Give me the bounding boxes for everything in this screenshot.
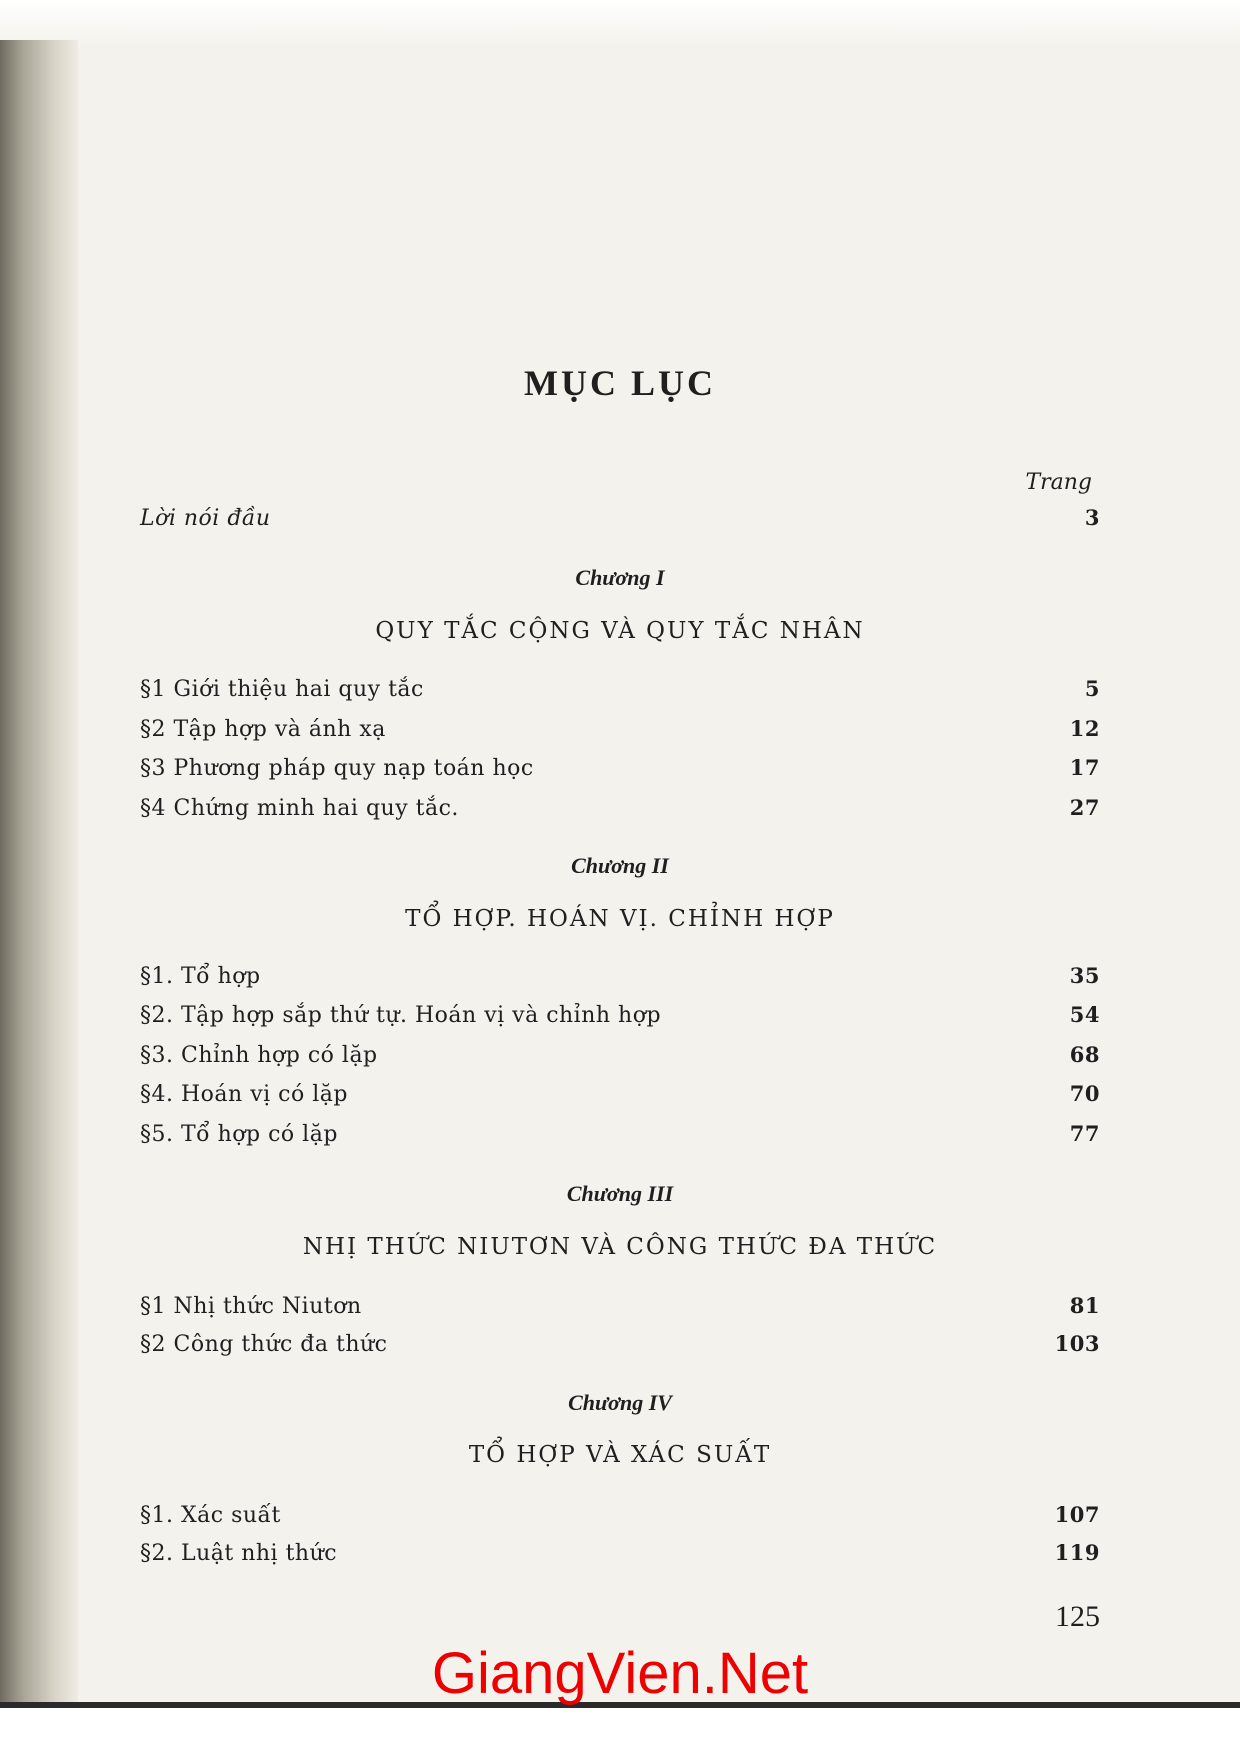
toc-entry-page: 81 [1069, 1293, 1100, 1318]
toc-entry-page: 12 [1069, 716, 1100, 741]
toc-entry-page: 119 [1054, 1540, 1100, 1565]
toc-entry-title: §3 Phương pháp quy nạp toán học [140, 756, 534, 781]
toc-entry[interactable] [140, 1502, 1100, 1536]
toc-entry-title: §3. Chỉnh hợp có lặp [140, 1043, 378, 1068]
toc-entry-page: 35 [1069, 963, 1100, 988]
toc-entry-page: 77 [1069, 1121, 1100, 1146]
chapter-4-title: TỔ HỢP VÀ XÁC SUẤT [468, 1442, 772, 1468]
toc-entry-page: 70 [1069, 1081, 1100, 1106]
chapter-3-title: NHỊ THỨC NIUTƠN VÀ CÔNG THỨC ĐA THỨC [302, 1234, 938, 1260]
page-number: 125 [1055, 1600, 1100, 1633]
toc-entry-title: §1 Nhị thức Niutơn [140, 1294, 362, 1319]
toc-entry-page: 54 [1069, 1002, 1100, 1027]
toc-entry-title: §1. Xác suất [140, 1503, 281, 1528]
chapter-3-label: Chương III [566, 1181, 674, 1206]
toc-entry[interactable] [140, 1121, 1100, 1155]
toc-entry-page: 5 [1084, 676, 1100, 701]
book-binding-edge [0, 40, 78, 1720]
toc-entry[interactable] [140, 795, 1100, 829]
toc-entry[interactable] [140, 1042, 1100, 1076]
page-column-label: Trang [1025, 470, 1092, 495]
toc-entry-title: §5. Tổ hợp có lặp [140, 1122, 338, 1147]
toc-entry-title: §1 Giới thiệu hai quy tắc [140, 677, 424, 702]
page-top-edge [0, 0, 1240, 48]
toc-entry-page: 68 [1069, 1042, 1100, 1067]
toc-entry-title: §2. Tập hợp sắp thứ tự. Hoán vị và chỉnh hợp [140, 1003, 662, 1028]
toc-entry-preface[interactable] [140, 505, 1100, 539]
toc-entry-title: §1. Tổ hợp [140, 964, 261, 989]
scan-margin [0, 1708, 1240, 1754]
toc-entry[interactable] [140, 1002, 1100, 1036]
toc-entry-page: 103 [1054, 1331, 1100, 1356]
toc-entry[interactable] [140, 1540, 1100, 1574]
toc-entry-title: §4. Hoán vị có lặp [140, 1082, 348, 1107]
chapter-1-title: QUY TẮC CỘNG VÀ QUY TẮC NHÂN [375, 618, 865, 644]
page-title: MỤC LỤC [524, 363, 716, 403]
toc-entry-title: §2 Công thức đa thức [140, 1332, 388, 1357]
chapter-2-label: Chương II [571, 853, 669, 878]
toc-entry[interactable] [140, 1331, 1100, 1365]
watermark: GiangVien.Net [431, 1641, 809, 1706]
toc-entry-page: 3 [1084, 505, 1100, 530]
toc-entry[interactable] [140, 676, 1100, 710]
chapter-2-title: TỔ HỢP. HOÁN VỊ. CHỈNH HỢP [405, 906, 835, 932]
toc-entry-title: §2. Luật nhị thức [140, 1541, 338, 1566]
toc-entry-page: 17 [1069, 755, 1100, 780]
chapter-4-label: Chương IV [568, 1390, 672, 1415]
chapter-1-label: Chương I [575, 565, 665, 590]
toc-entry-title: §4 Chứng minh hai quy tắc. [140, 796, 459, 821]
toc-entry-title: §2 Tập hợp và ánh xạ [140, 717, 386, 742]
toc-entry-page: 27 [1069, 795, 1100, 820]
toc-entry[interactable] [140, 1293, 1100, 1327]
toc-entry-page: 107 [1054, 1502, 1100, 1527]
toc-entry[interactable] [140, 1081, 1100, 1115]
toc-entry[interactable] [140, 716, 1100, 750]
toc-entry[interactable] [140, 755, 1100, 789]
toc-entry[interactable] [140, 963, 1100, 997]
toc-entry-title: Lời nói đầu [140, 506, 271, 531]
